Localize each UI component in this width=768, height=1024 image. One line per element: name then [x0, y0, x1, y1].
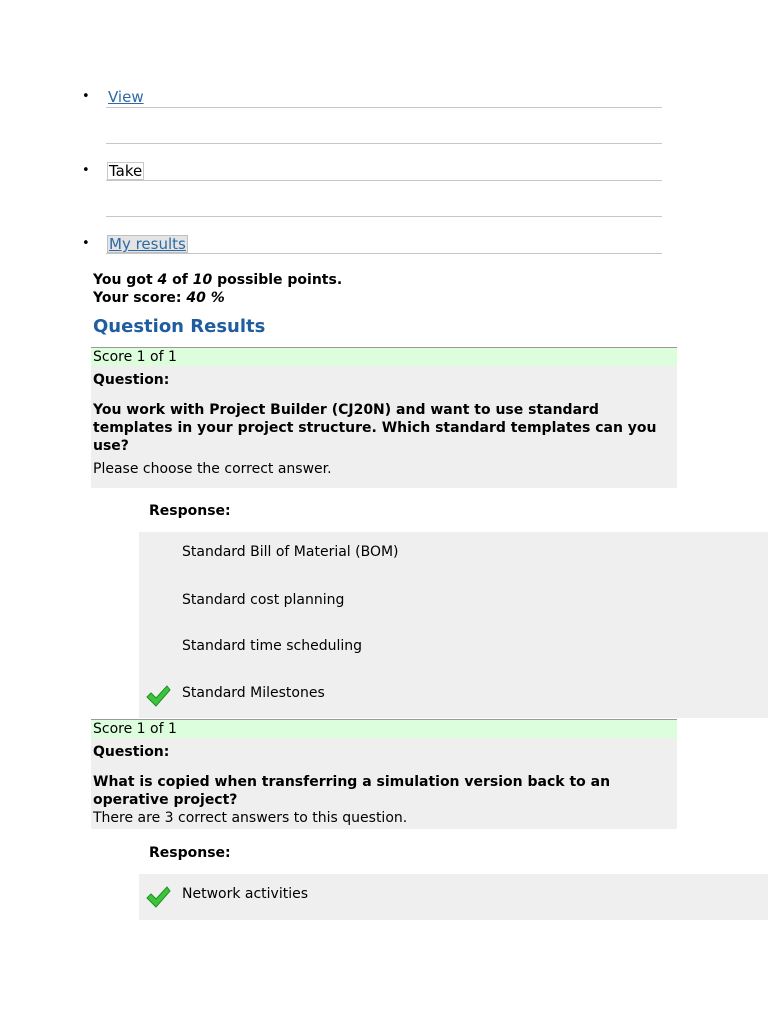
score-value: 40 — [186, 290, 206, 306]
question-text: What is copied when transferring a simulation version back to an operative project? — [93, 774, 611, 808]
score-badge: Score 1 of 1 — [91, 347, 677, 366]
response-list — [139, 532, 768, 718]
response-list — [139, 874, 768, 920]
response-text: Network activities — [182, 886, 309, 902]
score-suffix: % — [205, 290, 225, 306]
bullet: • — [82, 163, 90, 178]
response-label: Response: — [149, 503, 231, 519]
response-text: Standard Milestones — [182, 685, 325, 701]
divider — [106, 180, 662, 181]
points-line — [93, 271, 342, 289]
points-got: 4 — [157, 272, 168, 288]
question-block — [91, 719, 677, 829]
response-text: Standard cost planning — [182, 592, 345, 608]
response-text: Standard Bill of Material (BOM) — [182, 544, 399, 560]
bullet: • — [82, 236, 90, 251]
score-summary — [93, 271, 342, 307]
points-total: 10 — [192, 272, 213, 288]
score-badge: Score 1 of 1 — [91, 719, 677, 738]
response-option — [139, 634, 768, 658]
question-hint: There are 3 correct answers to this question. — [93, 810, 408, 826]
nav-link-my-results[interactable]: My results — [109, 235, 186, 253]
response-text: Standard time scheduling — [182, 638, 362, 654]
question-label: Question: — [93, 372, 170, 388]
score-prefix: Your score: — [93, 290, 187, 306]
nav-link-view[interactable]: View — [108, 88, 144, 106]
points-suffix: possible points. — [212, 272, 343, 288]
divider — [106, 216, 662, 217]
response-option — [139, 588, 768, 612]
response-option-correct — [139, 681, 768, 705]
checkmark-icon — [145, 683, 171, 709]
divider — [106, 143, 662, 144]
points-mid: of — [167, 272, 193, 288]
question-hint: Please choose the correct answer. — [93, 461, 332, 477]
points-prefix: You got — [93, 272, 158, 288]
response-option — [139, 540, 768, 564]
bullet: • — [82, 89, 90, 104]
response-label: Response: — [149, 845, 231, 861]
score-line — [93, 289, 342, 307]
question-block — [91, 347, 677, 488]
divider — [106, 253, 662, 254]
nav-link-take[interactable]: Take — [109, 162, 143, 180]
question-label: Question: — [93, 744, 170, 760]
question-text: You work with Project Builder (CJ20N) and want to use standard templates in your project structure. Which standard templates can you use? — [93, 402, 657, 454]
checkmark-icon — [145, 884, 171, 910]
response-option-correct — [139, 882, 768, 906]
divider — [106, 107, 662, 108]
section-title: Question Results — [93, 316, 266, 337]
